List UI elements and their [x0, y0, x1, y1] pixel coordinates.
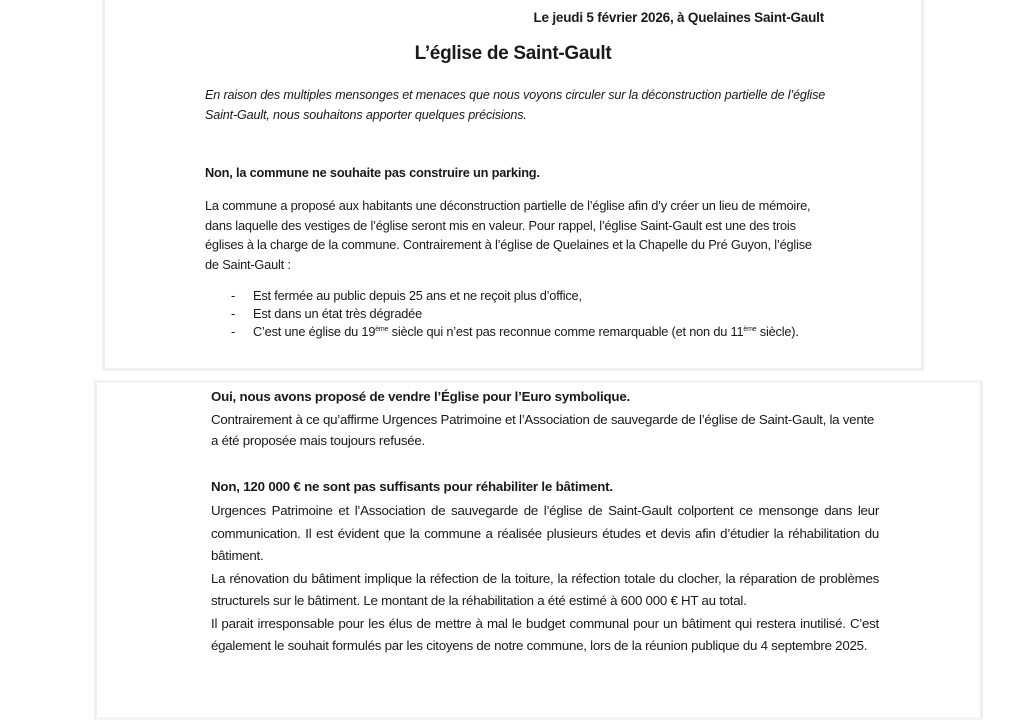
bullet-text-part: siècle qui n’est pas reconnue comme remarquable (et non du 11 — [388, 324, 744, 339]
superscript: ème — [375, 326, 389, 333]
superscript: ème — [743, 326, 757, 333]
bullet-text-part: siècle). — [756, 324, 799, 339]
bullet-marker: - — [231, 324, 236, 339]
section-heading-sale: Oui, nous avons proposé de vendre l’Église pour l’Euro symbolique. — [211, 389, 631, 404]
section-paragraph-cost: La rénovation du bâtiment implique la réfection de la toiture, la réfection totale du clocher, la réparation de problèmes structurels sur le bâtiment. Le montant de la réhabilitation a été estimé à 600 000 € HT au total. — [211, 570, 879, 608]
document-title: L’église de Saint-Gault — [414, 43, 612, 64]
bullet-text: Est dans un état très dégradée — [253, 306, 423, 321]
section-heading-parking: Non, la commune ne souhaite pas construire un parking. — [205, 165, 540, 180]
section-paragraph-parking: La commune a proposé aux habitants une déconstruction partielle de l’église afin d’y créer un lieu de mémoire, dans laquelle des vestiges de l’église seront mis en valeur. Pour rappel, l’église Saint-Gault est une des trois églises à la charge de la commune. Contrairement à l’église de Quelaines et la Chapelle du Pré Guyon, l’église de Saint-Gault : — [205, 198, 812, 272]
section-paragraph-cost: Urgences Patrimoine et l’Association de sauvegarde de l’église de Saint-Gault colportent ce mensonge dans leur communication. Il est évident que la commune a réalisée plusieurs études et devis afin d’étudier la réhabilitation du bâtiment. — [211, 503, 879, 563]
bullet-marker: - — [231, 306, 236, 321]
document-page-bottom — [94, 380, 983, 720]
bullet-text-part: C’est une église du 19 — [253, 324, 376, 339]
section-paragraph-cost: Il parait irresponsable pour les élus de mettre à mal le budget communal pour un bâtiment qui restera inutilisé. C’est également le souhait formulés par les citoyens de notre commune, lors de la réunion publique du 4 septembre 2025. — [211, 615, 879, 653]
section-heading-cost: Non, 120 000 € ne sont pas suffisants pour réhabiliter le bâtiment. — [211, 479, 613, 494]
bullet-marker: - — [231, 288, 236, 303]
bullet-list — [205, 287, 825, 341]
bullet-item — [205, 323, 825, 341]
bullet-text — [253, 324, 799, 339]
bullet-text: Est fermée au public depuis 25 ans et ne reçoit plus d’office, — [253, 288, 582, 303]
bullet-item — [205, 287, 825, 305]
section-body-cost — [211, 500, 879, 658]
bullet-item — [205, 305, 825, 323]
section-paragraph-sale: Contrairement à ce qu’affirme Urgences Patrimoine et l’Association de sauvegarde de l’église de Saint-Gault, la vente a été proposée mais toujours refusée. — [211, 412, 875, 448]
date-line: Le jeudi 5 février 2026, à Quelaines Saint-Gault — [533, 10, 824, 25]
document-page-top — [102, 0, 924, 371]
intro-paragraph: En raison des multiples mensonges et menaces que nous voyons circuler sur la déconstruction partielle de l’église Saint-Gault, nous souhaitons apporter quelques précisions. — [205, 88, 826, 122]
